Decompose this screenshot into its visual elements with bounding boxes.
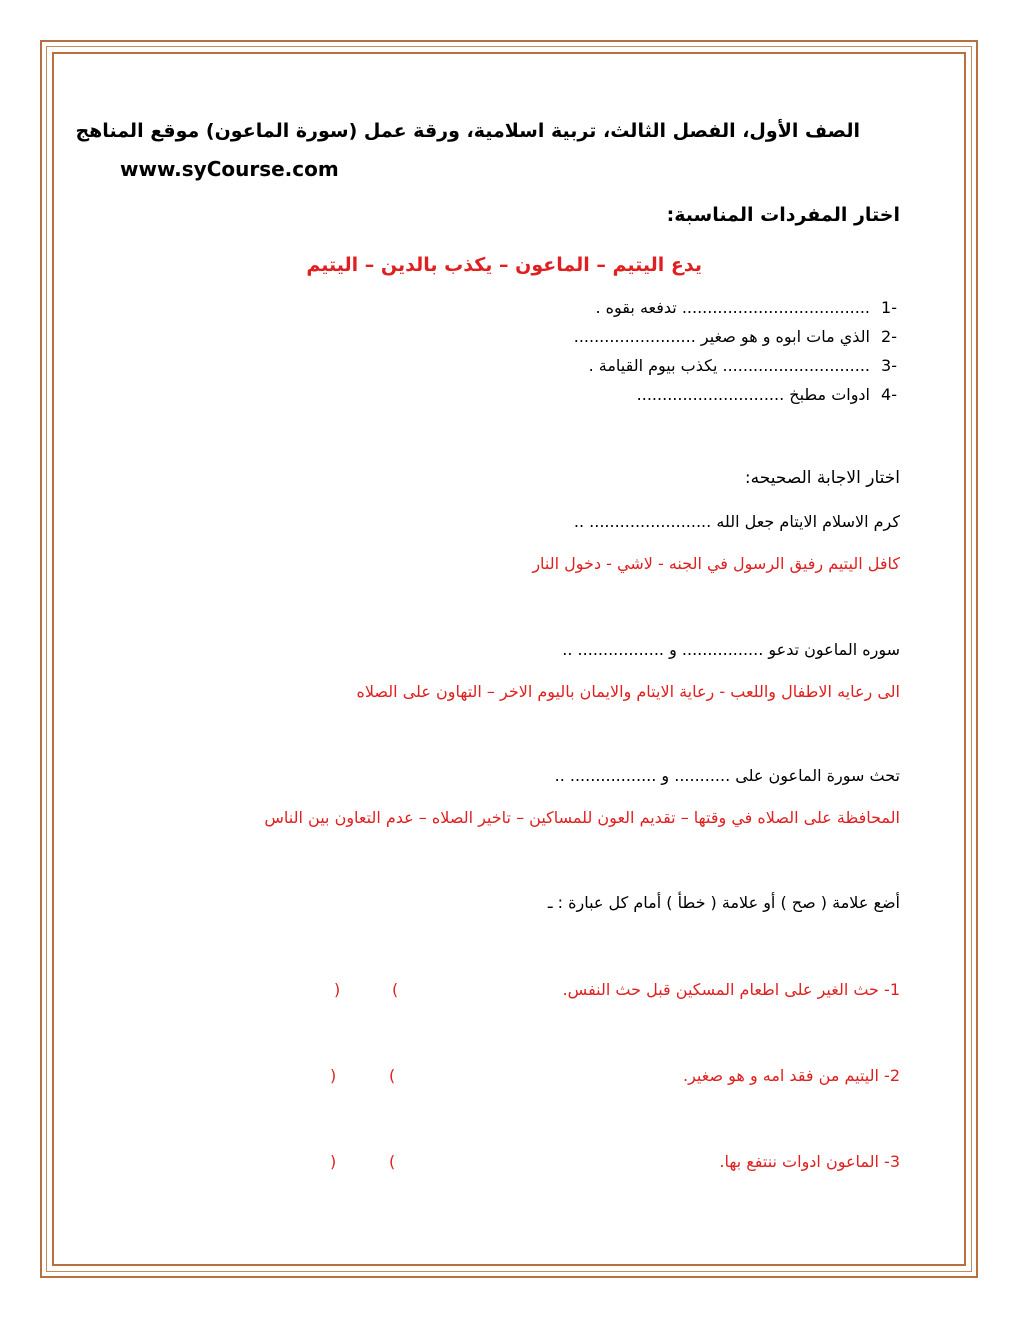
- mcq-options: المحافظة على الصلاه في وقتها – تقديم العون للمساكين – تاخير الصلاه – عدم التعاون بين الناس: [264, 808, 900, 827]
- fill-item-number: 4-: [881, 385, 897, 404]
- mcq-question: تحث سورة الماعون على ........... و ................. ..: [554, 766, 900, 785]
- answer-paren-close: ): [330, 1152, 337, 1171]
- answer-paren-open: (: [392, 980, 399, 999]
- true-false-statement: 3- الماعون ادوات ننتفع بها.: [719, 1152, 900, 1171]
- mcq-options: الى رعايه الاطفال واللعب - رعاية الايتام والايمان باليوم الاخر – التهاون على الصلاه: [356, 682, 900, 701]
- fill-item-number: 1-: [881, 298, 897, 317]
- fill-item: ............................. يكذب بيوم القيامة .: [588, 356, 870, 375]
- fill-item-number: 3-: [881, 356, 897, 375]
- website-link[interactable]: www.syCourse.com: [120, 157, 339, 181]
- fill-item: ادوات مطبخ .............................: [636, 385, 870, 404]
- section3-instruction: أضع علامة ( صح ) أو علامة ( خطأ ) أمام كل عبارة : ـ: [547, 893, 900, 912]
- true-false-statement: 2- اليتيم من فقد امه و هو صغير.: [683, 1066, 900, 1085]
- worksheet-title: الصف الأول، الفصل الثالث، تربية اسلامية، ورقة عمل (سورة الماعون) موقع المناهج: [75, 120, 860, 142]
- fill-item-number: 2-: [881, 327, 897, 346]
- mcq-question: سوره الماعون تدعو ................ و ................. ..: [562, 640, 900, 659]
- answer-paren-close: ): [330, 1066, 337, 1085]
- word-bank: يدع اليتيم – الماعون – يكذب بالدين – اليتيم: [306, 254, 702, 276]
- section2-instruction: اختار الاجابة الصحيحه:: [744, 468, 900, 488]
- true-false-statement: 1- حث الغير على اطعام المسكين قبل حث النفس.: [562, 980, 900, 999]
- answer-paren-close: ): [334, 980, 341, 999]
- answer-paren-open: (: [389, 1066, 396, 1085]
- mcq-question: كرم الاسلام الايتام جعل الله ........................ ..: [573, 512, 900, 531]
- fill-item: ..................................... تدفعه بقوه .: [595, 298, 870, 317]
- answer-paren-open: (: [389, 1152, 396, 1171]
- fill-item: الذي مات ابوه و هو صغير ........................: [573, 327, 870, 346]
- mcq-options: كافل اليتيم رفيق الرسول في الجنه - لاشي - دخول النار: [532, 554, 900, 573]
- section1-instruction: اختار المفردات المناسبة:: [666, 204, 900, 226]
